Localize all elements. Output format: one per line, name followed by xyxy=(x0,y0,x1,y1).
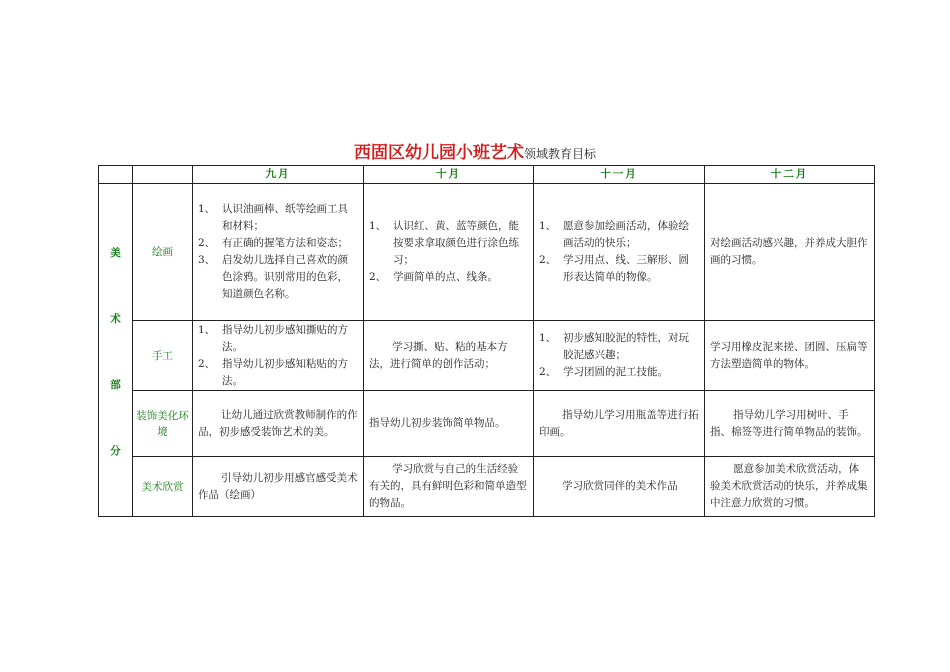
cell xyxy=(534,321,705,391)
cell: 学习欣赏与自己的生活经验有关的，具有鲜明色彩和简单造型的物品。 xyxy=(364,457,534,517)
list-item: 2、 学画简单的点、线条。 xyxy=(369,271,498,283)
cell: 学习撕、贴、粘的基本方法，进行简单的创作活动； xyxy=(364,321,534,391)
title-main: 西固区幼儿园小班艺术 xyxy=(353,143,524,163)
cell: 愿意参加美术欣赏活动，体验美术欣赏活动的快乐，并养成集中注意力欣赏的习惯。 xyxy=(705,457,875,517)
header-month-2: 十月 xyxy=(364,166,534,184)
cell xyxy=(364,184,534,321)
cell: 让幼儿通过欣赏教师制作的作品，初步感受装饰艺术的美。 xyxy=(193,391,364,457)
table-row xyxy=(99,391,875,457)
header-blank-1 xyxy=(99,166,133,184)
header-month-4: 十二月 xyxy=(705,166,875,184)
header-row xyxy=(99,166,875,184)
cell: 学习用橡皮泥来搓、团圆、压扁等方法塑造简单的物体。 xyxy=(705,321,875,391)
list-item: 2、 学习团圆的泥工技能。 xyxy=(539,366,668,378)
list-item: 3、 启发幼儿选择自己喜欢的颜色涂鸦。识别常用的色彩，知道颜色名称。 xyxy=(198,254,348,300)
header-month-3: 十一月 xyxy=(534,166,705,184)
table-row xyxy=(99,321,875,391)
list-item: 2、 学习用点、线、三解形、圆形表达简单的物像。 xyxy=(539,254,689,283)
header-month-1: 九月 xyxy=(193,166,364,184)
list-item: 1、 认识油画棒、纸等绘画工具和材料； xyxy=(198,203,348,232)
cell: 指导幼儿学习用瓶盖等进行拓印画。 xyxy=(534,391,705,457)
row-label: 美术欣赏 xyxy=(133,457,193,517)
row-label: 装饰美化环境 xyxy=(133,391,193,457)
list-item: 2、 有正确的握笔方法和姿态； xyxy=(198,237,348,249)
cell xyxy=(193,321,364,391)
row-label: 绘画 xyxy=(133,184,193,321)
section-char: 部 xyxy=(110,379,121,391)
cell: 指导幼儿初步装饰简单物品。 xyxy=(364,391,534,457)
row-label: 手工 xyxy=(133,321,193,391)
cell: 指导幼儿学习用树叶、手指、棉签等进行简单物品的装饰。 xyxy=(705,391,875,457)
cell: 对绘画活动感兴趣，并养成大胆作画的习惯。 xyxy=(705,184,875,321)
list-item: 1、 指导幼儿初步感知撕贴的方法。 xyxy=(198,323,348,353)
list-item: 1、 初步感知胶泥的特性，对玩胶泥感兴趣； xyxy=(539,332,689,361)
cell xyxy=(534,184,705,321)
list-item: 1、 愿意参加绘画活动，体验绘画活动的快乐； xyxy=(539,220,689,249)
list-item: 1、 认识红、黄、蓝等颜色，能按要求拿取颜色进行涂色练习； xyxy=(369,220,519,266)
section-label xyxy=(99,184,133,517)
list-item: 2、 指导幼儿初步感知粘贴的方法。 xyxy=(198,357,348,387)
header-blank-2 xyxy=(133,166,193,184)
cell: 学习欣赏同伴的美术作品 xyxy=(534,457,705,517)
table-row xyxy=(99,184,875,321)
title-sub: 领域教育目标 xyxy=(523,147,596,161)
cell xyxy=(193,184,364,321)
section-char: 美 xyxy=(110,247,121,259)
page-title xyxy=(0,138,950,163)
goals-table xyxy=(98,165,875,517)
cell: 引导幼儿初步用感官感受美术作品（绘画） xyxy=(193,457,364,517)
section-char: 术 xyxy=(110,313,121,325)
table-row xyxy=(99,457,875,517)
section-char: 分 xyxy=(110,445,121,457)
